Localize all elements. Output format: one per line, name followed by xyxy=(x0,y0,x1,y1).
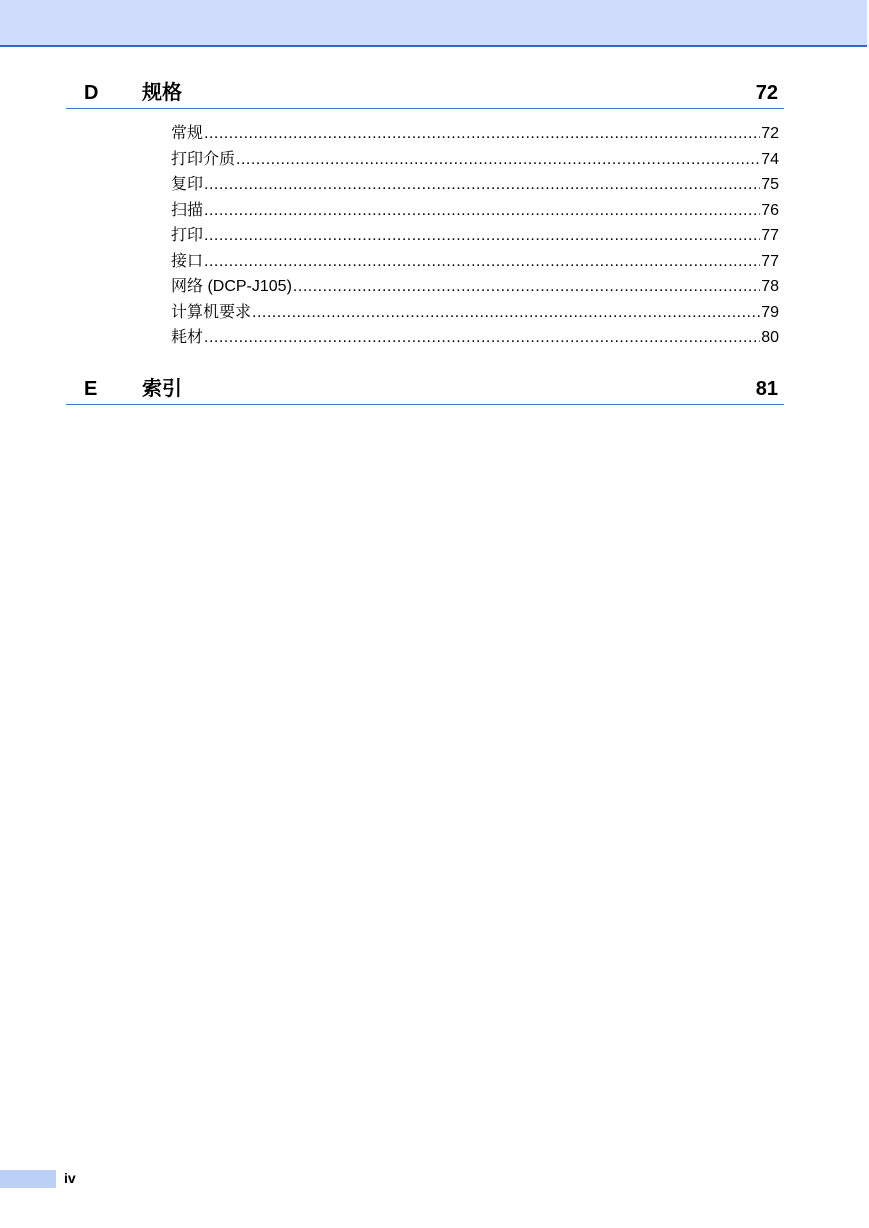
section-letter: E xyxy=(84,378,98,400)
toc-section-heading[interactable] xyxy=(66,377,784,405)
footer-page-number: iv xyxy=(64,1170,76,1186)
toc-entry[interactable] xyxy=(171,274,779,300)
dot-leader xyxy=(204,121,760,147)
toc-entry-page: 77 xyxy=(761,252,779,270)
toc-entry-title: 计算机要求 xyxy=(171,303,252,321)
dot-leader xyxy=(204,249,760,275)
toc-entry-page: 77 xyxy=(761,227,779,244)
toc-entry-page: 74 xyxy=(761,150,779,168)
toc-section-d xyxy=(66,81,784,351)
dot-leader xyxy=(204,325,760,351)
toc-entry-page: 80 xyxy=(761,329,779,346)
toc-entry-title: 网络 (DCP-J105) xyxy=(171,278,292,295)
dot-leader xyxy=(252,300,760,326)
toc-entry-page: 75 xyxy=(761,176,779,193)
toc-entry-list xyxy=(171,121,779,351)
toc-entry-title: 复印 xyxy=(171,176,204,193)
toc-entry-page: 78 xyxy=(761,278,779,295)
dot-leader xyxy=(204,223,760,249)
section-page-number: 81 xyxy=(755,378,778,400)
toc-entry[interactable] xyxy=(171,300,779,326)
toc-entry[interactable] xyxy=(171,147,779,173)
toc-entry-page: 79 xyxy=(761,303,779,321)
toc-entry-title: 打印介质 xyxy=(171,150,236,168)
toc-entry-page: 76 xyxy=(761,201,779,219)
dot-leader xyxy=(204,198,760,224)
section-title: 规格 xyxy=(142,82,182,104)
toc-entry[interactable] xyxy=(171,172,779,198)
dot-leader xyxy=(236,147,760,173)
toc-section-e xyxy=(66,377,784,405)
toc-entry-title: 常规 xyxy=(171,125,204,142)
section-letter: D xyxy=(84,82,99,104)
section-title: 索引 xyxy=(142,378,182,400)
toc-entry-title: 接口 xyxy=(171,252,204,270)
dot-leader xyxy=(293,274,760,300)
page-header-band xyxy=(0,0,867,47)
footer-band xyxy=(0,1170,56,1188)
toc-section-heading[interactable] xyxy=(66,81,784,109)
toc-entry-title: 扫描 xyxy=(171,201,204,219)
toc-entry[interactable] xyxy=(171,325,779,351)
toc-entry[interactable] xyxy=(171,223,779,249)
toc-entry-title: 打印 xyxy=(171,227,204,244)
toc-entry[interactable] xyxy=(171,121,779,147)
toc-entry[interactable] xyxy=(171,198,779,224)
toc-entry-title: 耗材 xyxy=(171,329,204,346)
toc-entry-page: 72 xyxy=(761,125,779,142)
dot-leader xyxy=(204,172,760,198)
section-page-number: 72 xyxy=(755,82,778,104)
toc-entry[interactable] xyxy=(171,249,779,275)
